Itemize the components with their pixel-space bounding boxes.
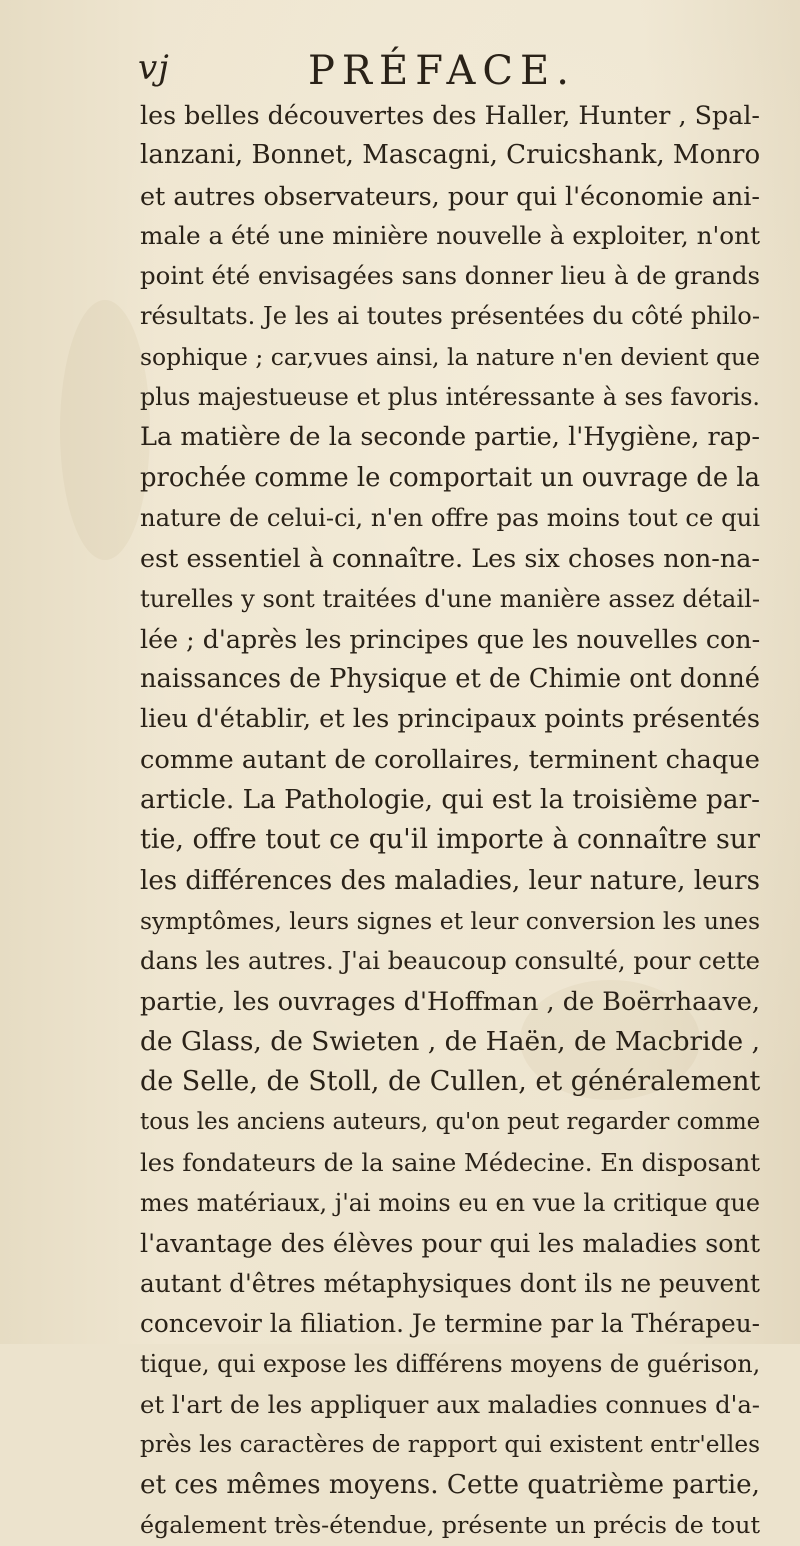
body-text [140,95,760,1546]
running-title: PRÉFACE. [308,48,576,94]
text-line: partie, les ouvrages d'Hoffman , de Boërrhaave, [140,986,760,1017]
text-line: tous les anciens auteurs, qu'on peut regarder comme [140,1109,761,1136]
text-line: lieu d'établir, et les principaux points présentés [140,704,760,735]
text-line: les fondateurs de la saine Médecine. En disposant [140,1147,761,1177]
text-line: de Selle, de Stoll, de Cullen, et généralement [140,1066,761,1098]
text-line: comme autant de corollaires, terminent chaque [140,744,760,775]
text-line: près les caractères de rapport qui existent entr'elles [140,1430,761,1458]
text-line: dans les autres. J'ai beaucoup consulté, pour cette [140,947,760,976]
text-line: de Glass, de Swieten , de Haën, de Macbride , [140,1025,760,1057]
page-number: vj [138,48,170,88]
text-line: les différences des maladies, leur nature, leurs [140,865,760,896]
text-line: article. La Pathologie, qui est la troisième par- [140,785,760,816]
text-line: male a été une minière nouvelle à exploiter, n'ont [140,220,760,250]
text-line: et l'art de les appliquer aux maladies connues d'a- [140,1389,760,1419]
text-line: est essentiel à connaître. Les six choses non-na- [140,543,760,574]
text-line: symptômes, leurs signes et leur conversion les unes [140,906,760,935]
text-line: La matière de la seconde partie, l'Hygiène, rap- [140,422,760,453]
text-line: les belles découvertes des Haller, Hunter , Spal- [140,100,760,130]
text-line: l'avantage des élèves pour qui les maladies sont [140,1228,761,1259]
text-line: lanzani, Bonnet, Mascagni, Cruicshank, Monro [140,140,761,171]
text-line: sophique ; car,vues ainsi, la nature n'en devient que [140,342,760,371]
text-line: point été envisagées sans donner lieu à de grands [140,261,760,291]
page-header [138,48,778,98]
text-line: plus majestueuse et plus intéressante à ses favoris. [140,383,760,412]
text-line: également très-étendue, présente un précis de tout [140,1511,760,1540]
text-line: et autres observateurs, pour qui l'économie ani- [140,180,760,211]
text-line: tie, offre tout ce qu'il importe à connaître sur [140,824,760,856]
text-line: turelles y sont traitées d'une manière assez détail- [140,584,760,613]
text-line: lée ; d'après les principes que les nouvelles con- [140,623,761,654]
text-line: mes matériaux, j'ai moins eu en vue la critique que [140,1189,760,1218]
text-line: et ces mêmes moyens. Cette quatrième partie, [140,1470,760,1501]
paper-stain [60,300,150,560]
text-line: tique, qui expose les différens moyens de guérison, [140,1350,761,1379]
text-line: résultats. Je les ai toutes présentées du côté philo- [140,302,760,331]
text-line: nature de celui-ci, n'en offre pas moins tout ce qui [140,502,760,532]
text-line: prochée comme le comportait un ouvrage de la [140,462,760,493]
text-line: naissances de Physique et de Chimie ont donné [140,664,760,695]
text-line: autant d'êtres métaphysiques dont ils ne peuvent [140,1268,760,1298]
text-line: concevoir la filiation. Je termine par la Thérapeu- [140,1308,760,1338]
